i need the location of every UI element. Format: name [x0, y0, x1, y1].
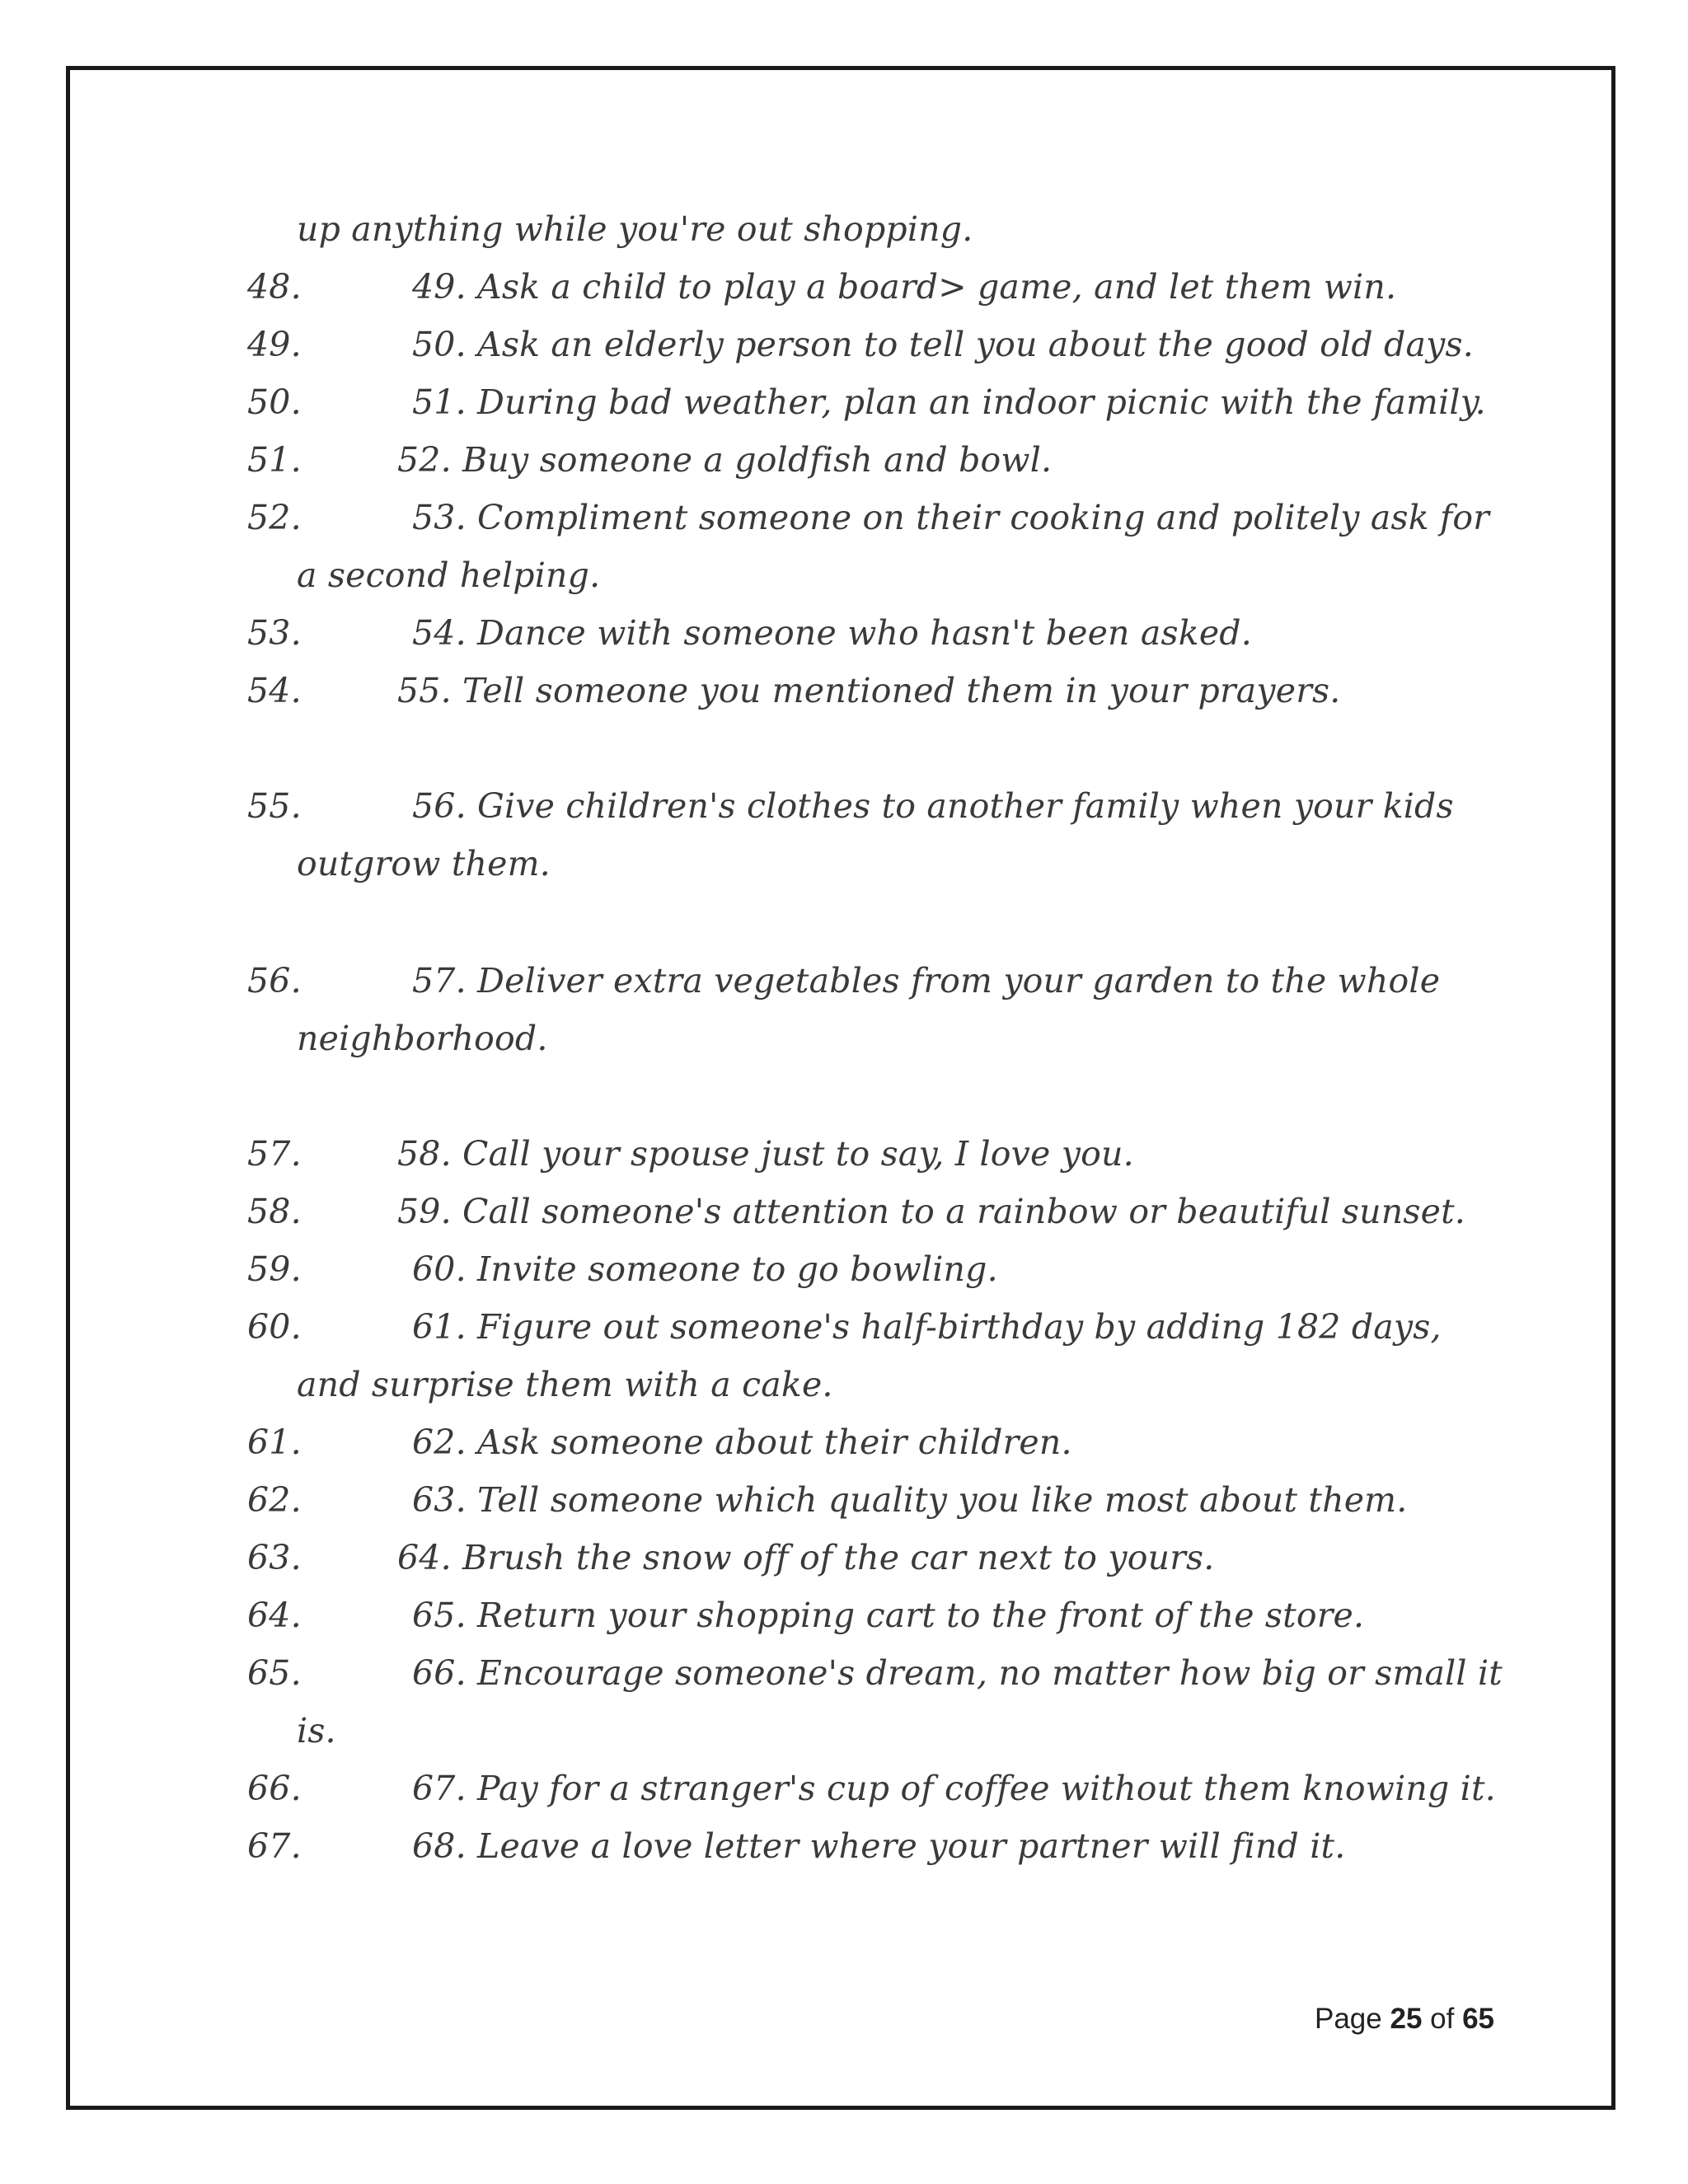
list-item-number: 58.	[247, 1192, 302, 1231]
list-item-text: 60. Invite someone to go bowling.	[412, 1249, 998, 1289]
list-item-text: 59. Call someone's attention to a rainbow or beautiful sunset.	[397, 1192, 1465, 1231]
list-item-text: 64. Brush the snow off of the car next to yours.	[397, 1538, 1215, 1577]
list-item-number: 50.	[247, 382, 302, 422]
list-item-text: 53. Compliment someone on their cooking and politely ask for	[412, 498, 1490, 537]
list-item-text: 65. Return your shopping cart to the front of the store.	[412, 1596, 1365, 1635]
list-item-text: 54. Dance with someone who hasn't been asked.	[412, 613, 1252, 653]
list-item-text: 68. Leave a love letter where your partner will find it.	[412, 1826, 1346, 1866]
list-item-number: 57.	[247, 1134, 302, 1174]
list-item-text: 51. During bad weather, plan an indoor picnic with the family.	[412, 382, 1486, 422]
list-item-text: 62. Ask someone about their children.	[412, 1422, 1072, 1462]
list-item-number: 52.	[247, 498, 302, 537]
list-item-text: 63. Tell someone which quality you like most about them.	[412, 1480, 1408, 1520]
list-item-number: 51.	[247, 440, 302, 480]
list-item-number: 62.	[247, 1480, 302, 1520]
list-item-text: 50. Ask an elderly person to tell you about the good old days.	[412, 325, 1474, 364]
list-item-continuation-text: and surprise them with a cake.	[297, 1365, 833, 1404]
list-item-continuation-text: a second helping.	[297, 555, 601, 595]
list-item-number: 64.	[247, 1596, 302, 1635]
list-item-number: 63.	[247, 1538, 302, 1577]
list-item-number: 48.	[247, 267, 302, 307]
list-item-number: 65.	[247, 1653, 302, 1693]
list-item-number: 67.	[247, 1826, 302, 1866]
current-page-number: 25	[1390, 2003, 1423, 2035]
list-item-number: 56.	[247, 961, 302, 1001]
list-item-number: 59.	[247, 1249, 302, 1289]
list-item-continuation-text: is.	[297, 1711, 336, 1750]
page-footer	[1315, 2003, 1494, 2036]
list-item-number: 49.	[247, 325, 302, 364]
list-item-text: 57. Deliver extra vegetables from your garden to the whole	[412, 961, 1441, 1001]
list-item-continuation-text: outgrow them.	[297, 844, 551, 883]
list-item-text: 56. Give children's clothes to another family when your kids	[412, 786, 1454, 826]
page-label: Page	[1315, 2003, 1382, 2035]
list-item-number: 53.	[247, 613, 302, 653]
list-item-text: 67. Pay for a stranger's cup of coffee without them knowing it.	[412, 1769, 1496, 1808]
list-item-text: 49. Ask a child to play a board> game, and let them win.	[412, 267, 1397, 307]
list-item-number: 61.	[247, 1422, 302, 1462]
list-item-number: 60.	[247, 1307, 302, 1347]
of-label: of	[1430, 2003, 1455, 2035]
list-item-text: 61. Figure out someone's half-birthday by adding 182 days,	[412, 1307, 1442, 1347]
list-item-number: 66.	[247, 1769, 302, 1808]
list-item-text: 55. Tell someone you mentioned them in your prayers.	[397, 671, 1341, 710]
list-item-number: 55.	[247, 786, 302, 826]
list-item-number: 54.	[247, 671, 302, 710]
list-item-continuation-text: neighborhood.	[297, 1019, 548, 1058]
total-pages-number: 65	[1462, 2003, 1495, 2035]
list-item-text: 66. Encourage someone's dream, no matter how big or small it	[412, 1653, 1503, 1693]
list-item-text: 58. Call your spouse just to say, I love you.	[397, 1134, 1134, 1174]
list-item-text: 52. Buy someone a goldfish and bowl.	[397, 440, 1053, 480]
list-lead-in-text: up anything while you're out shopping.	[297, 209, 973, 249]
